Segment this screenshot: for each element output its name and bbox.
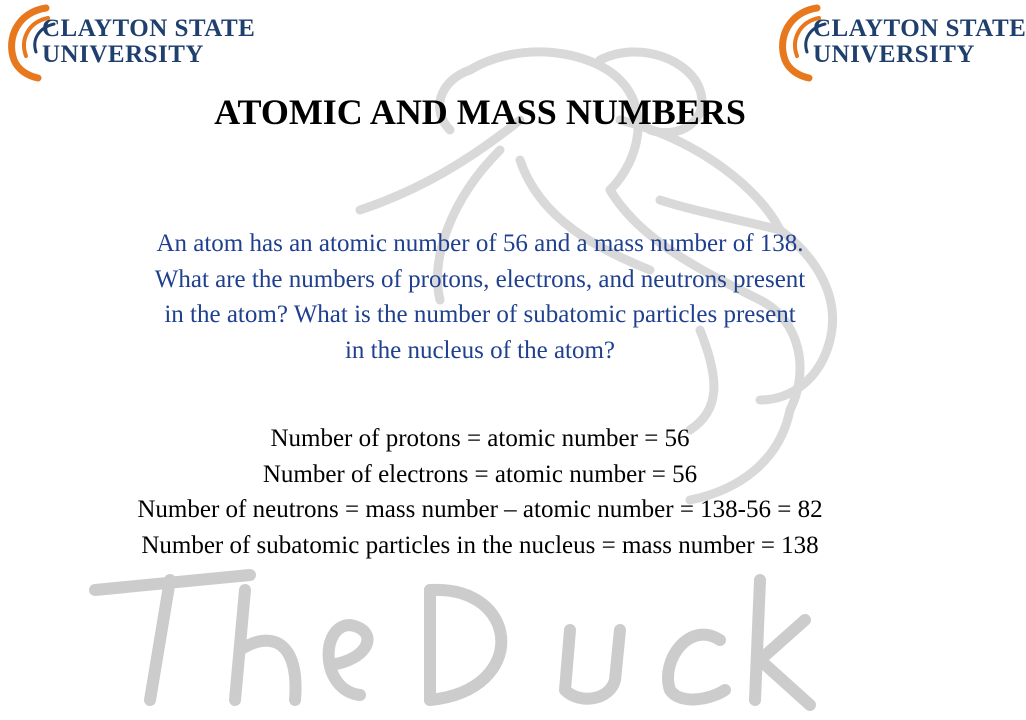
question-line: What are the numbers of protons, electrons, and neutrons present xyxy=(154,265,806,293)
logo-line-2: UNIVERSITY xyxy=(42,41,204,68)
logo-line-1: CLAYTON STATE xyxy=(42,15,256,42)
clayton-state-logo-right xyxy=(775,2,1026,82)
question-line: in the nucleus of the atom? xyxy=(344,336,616,364)
question-line: in the atom? What is the number of subatomic particles present xyxy=(164,301,796,328)
clayton-state-logo-left xyxy=(4,2,256,82)
question-text xyxy=(40,226,920,368)
logo-line-2: UNIVERSITY xyxy=(813,41,975,68)
slide-title: ATOMIC AND MASS NUMBERS xyxy=(214,92,746,132)
answer-line-electrons: Number of electrons = atomic number = 56 xyxy=(262,460,698,488)
answer-text xyxy=(0,421,960,563)
logo-line-1: CLAYTON STATE xyxy=(813,15,1026,42)
answer-line-neutrons: Number of neutrons = mass number – atomic number = 138-56 = 82 xyxy=(137,496,823,523)
answer-line-subatomic: Number of subatomic particles in the nucleus = mass number = 138 xyxy=(141,531,819,559)
answer-line-protons: Number of protons = atomic number = 56 xyxy=(270,425,690,452)
question-line: An atom has an atomic number of 56 and a mass number of 138. xyxy=(156,230,804,257)
